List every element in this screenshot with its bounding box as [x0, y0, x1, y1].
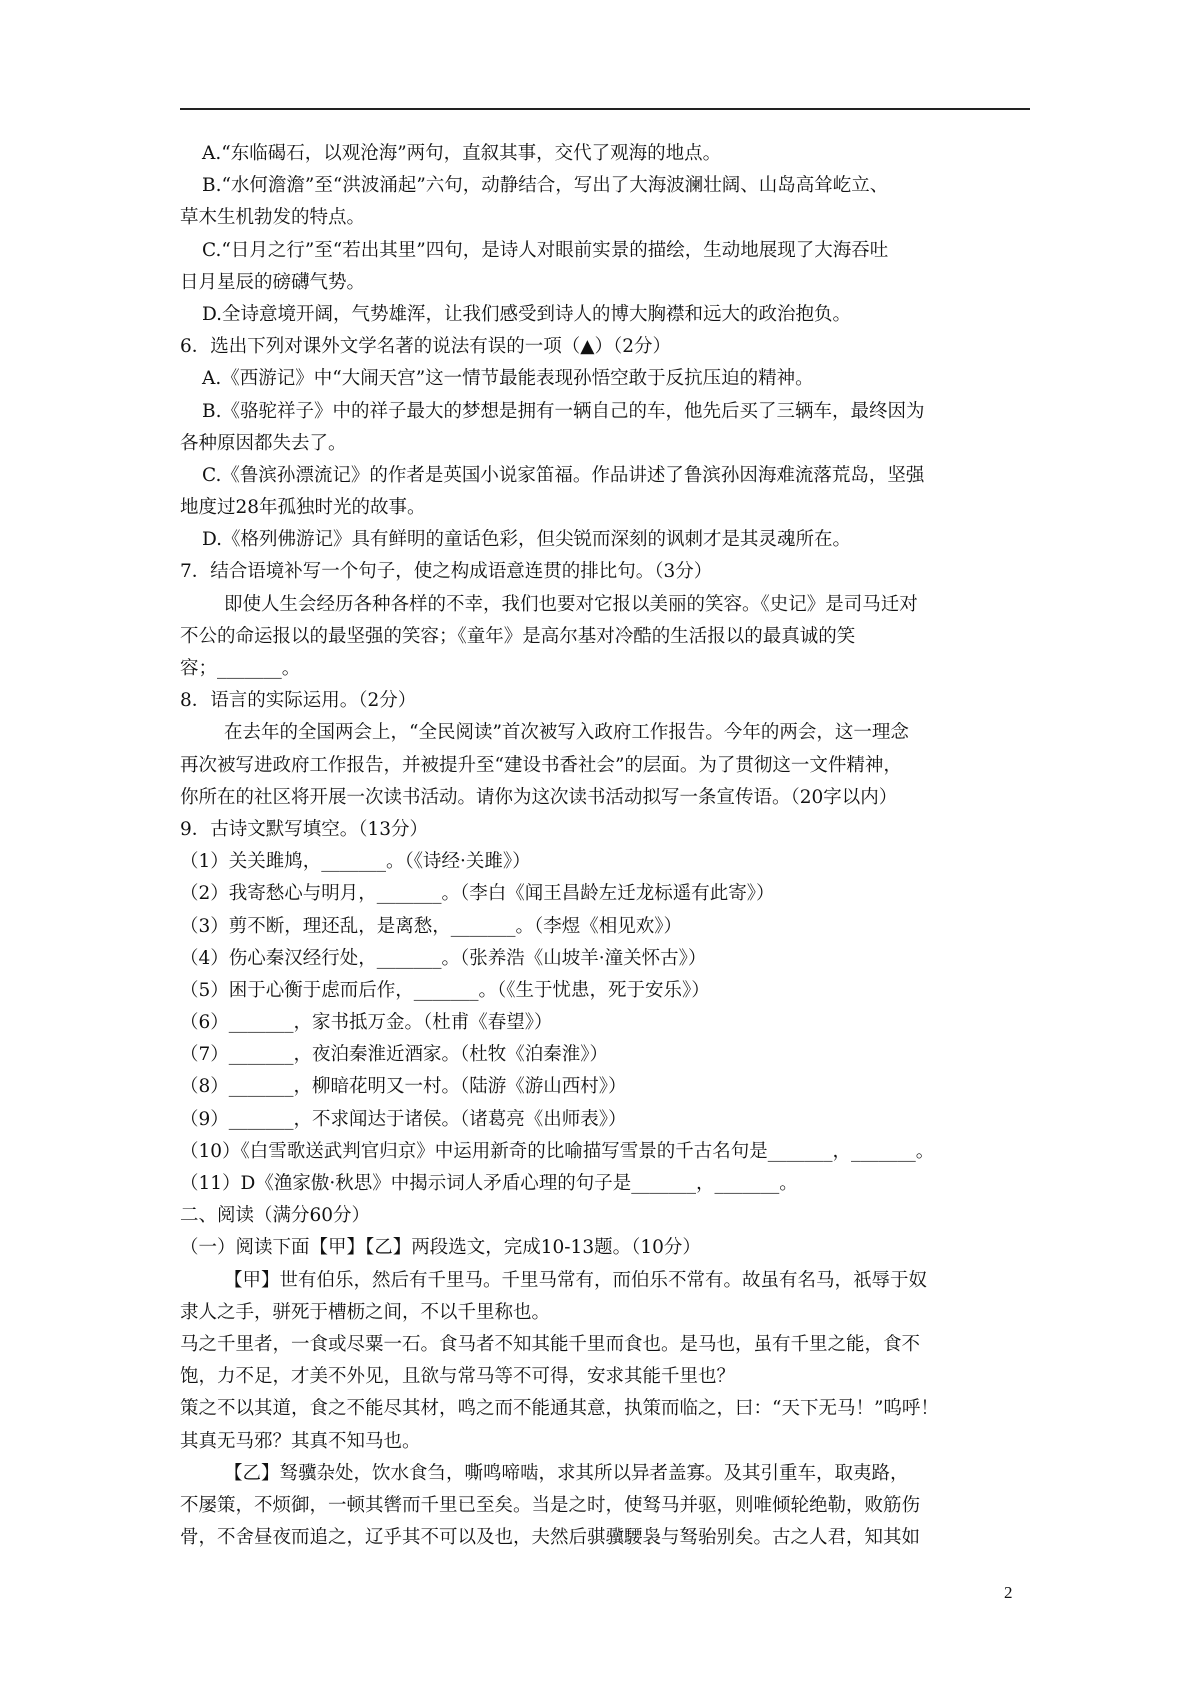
- text-line: 草木生机勃发的特点。: [180, 207, 366, 229]
- text-line: D.全诗意境开阔，气势雄浑，让我们感受到诗人的博大胸襟和远大的政治抱负。: [202, 303, 852, 325]
- text-line: B.《骆驼祥子》中的祥子最大的梦想是拥有一辆自己的车，他先后买了三辆车，最终因为: [202, 400, 925, 422]
- text-line: 即使人生会经历各种各样的不幸，我们也要对它报以美丽的笑容。《史记》是司马迁对: [224, 593, 918, 615]
- text-line: 【乙】驽骥杂处，饮水食刍，嘶鸣啼啮，求其所以异者盖寡。及其引重车，取夷路，: [224, 1462, 909, 1484]
- text-line: 9．古诗文默写填空。（13分）: [180, 818, 429, 840]
- text-line: 在去年的全国两会上，“全民阅读”首次被写入政府工作报告。今年的两会，这一理念: [224, 722, 909, 744]
- text-line: （9）_______，不求闻达于诸侯。（诸葛亮《出师表》）: [180, 1108, 627, 1130]
- text-line: 隶人之手，骈死于槽枥之间，不以千里称也。: [180, 1301, 551, 1323]
- text-line: B.“水何澹澹”至“洪波涌起”六句，动静结合，写出了大海波澜壮阔、山岛高耸屹立、: [202, 175, 889, 197]
- text-line: 各种原因都失去了。: [180, 432, 347, 454]
- text-line: （8）_______，柳暗花明又一村。（陆游《游山西村》）: [180, 1076, 627, 1098]
- text-line: 容；_______。: [180, 658, 301, 679]
- text-line: （7）_______，夜泊秦淮近酒家。（杜牧《泊秦淮》）: [180, 1044, 609, 1066]
- text-line: 地度过28年孤独时光的故事。: [180, 497, 426, 519]
- text-line: 你所在的社区将开展一次读书活动。请你为这次读书活动拟写一条宣传语。（20字以内）: [180, 786, 898, 808]
- page-number: 2: [1004, 1583, 1013, 1602]
- text-line: 二、阅读（满分60分）: [180, 1205, 371, 1227]
- text-line: （11）D《渔家傲·秋思》中揭示词人矛盾心理的句子是_______，_______。: [180, 1173, 798, 1194]
- text-line: 日月星辰的磅礴气势。: [180, 271, 366, 293]
- text-line: C.“日月之行”至“若出其里”四句，是诗人对眼前实景的描绘，生动地展现了大海吞吐: [202, 239, 889, 261]
- text-line: （1）关关雎鸠，_______。（《诗经·关雎》）: [180, 851, 531, 873]
- document-body: [180, 138, 1030, 1554]
- text-line: 其真无马邪？其真不知马也。: [180, 1430, 421, 1452]
- text-line: （6）_______，家书抵万金。（杜甫《春望》）: [180, 1012, 553, 1034]
- text-line: （一）阅读下面【甲】【乙】两段选文，完成10-13题。（10分）: [180, 1237, 701, 1259]
- text-line: （4）伤心秦汉经行处，_______。（张养浩《山坡羊·潼关怀古》）: [180, 947, 707, 969]
- text-line: 【甲】世有伯乐，然后有千里马。千里马常有，而伯乐不常有。故虽有名马，祇辱于奴: [224, 1269, 928, 1291]
- text-line: （10）《白雪歌送武判官归京》中运用新奇的比喻描写雪景的千古名句是_______，_______。: [180, 1140, 935, 1162]
- text-line: D.《格列佛游记》具有鲜明的童话色彩，但尖锐而深刻的讽刺才是其灵魂所在。: [202, 529, 852, 551]
- text-line: A.“东临碣石，以观沧海”两句，直叙其事，交代了观海的地点。: [202, 143, 722, 164]
- text-line: 8．语言的实际运用。（2分）: [180, 690, 417, 712]
- text-line: （2）我寄愁心与明月，_______。（李白《闻王昌龄左迁龙标遥有此寄》）: [180, 883, 775, 905]
- text-line: 饱，力不足，才美不外见，且欲与常马等不可得，安求其能千里也？: [180, 1366, 736, 1388]
- text-line: 马之千里者，一食或尽粟一石。食马者不知其能千里而食也。是马也，虽有千里之能，食不: [180, 1333, 921, 1355]
- text-line: A.《西游记》中“大闹天宫”这一情节最能表现孙悟空敢于反抗压迫的精神。: [202, 368, 814, 390]
- text-line: 策之不以其道，食之不能尽其材，鸣之而不能通其意，执策而临之，曰：“天下无马！”呜呼！: [180, 1398, 939, 1420]
- text-line: （3）剪不断，理还乱，是离愁，_______。（李煜《相见欢》）: [180, 915, 683, 937]
- text-line: 不屡策，不烦御，一顿其辔而千里已至矣。当是之时，使驽马并驱，则唯倾轮绝勒，败筋伤: [180, 1494, 921, 1516]
- text-line: （5）困于心衡于虑而后作，_______。（《生于忧患，死于安乐》）: [180, 979, 710, 1001]
- text-line: 7．结合语境补写一个句子，使之构成语意连贯的排比句。（3分）: [180, 561, 713, 583]
- text-line: 不公的命运报以的最坚强的笑容；《童年》是高尔基对冷酷的生活报以的最真诚的笑: [180, 625, 856, 647]
- text-line: 再次被写进政府工作报告，并被提升至“建设书香社会”的层面。为了贯彻这一文件精神，: [180, 754, 902, 776]
- text-line: 骨，不舍昼夜而追之，辽乎其不可以及也，夫然后骐骥騕袅与驽骀别矣。古之人君，知其如: [180, 1527, 921, 1549]
- text-line: 6．选出下列对课外文学名著的说法有误的一项（▲）（2分）: [180, 336, 672, 358]
- text-line: C.《鲁滨孙漂流记》的作者是英国小说家笛福。作品讲述了鲁滨孙因海难流落荒岛，坚强: [202, 464, 925, 486]
- header-rule: [180, 108, 1030, 110]
